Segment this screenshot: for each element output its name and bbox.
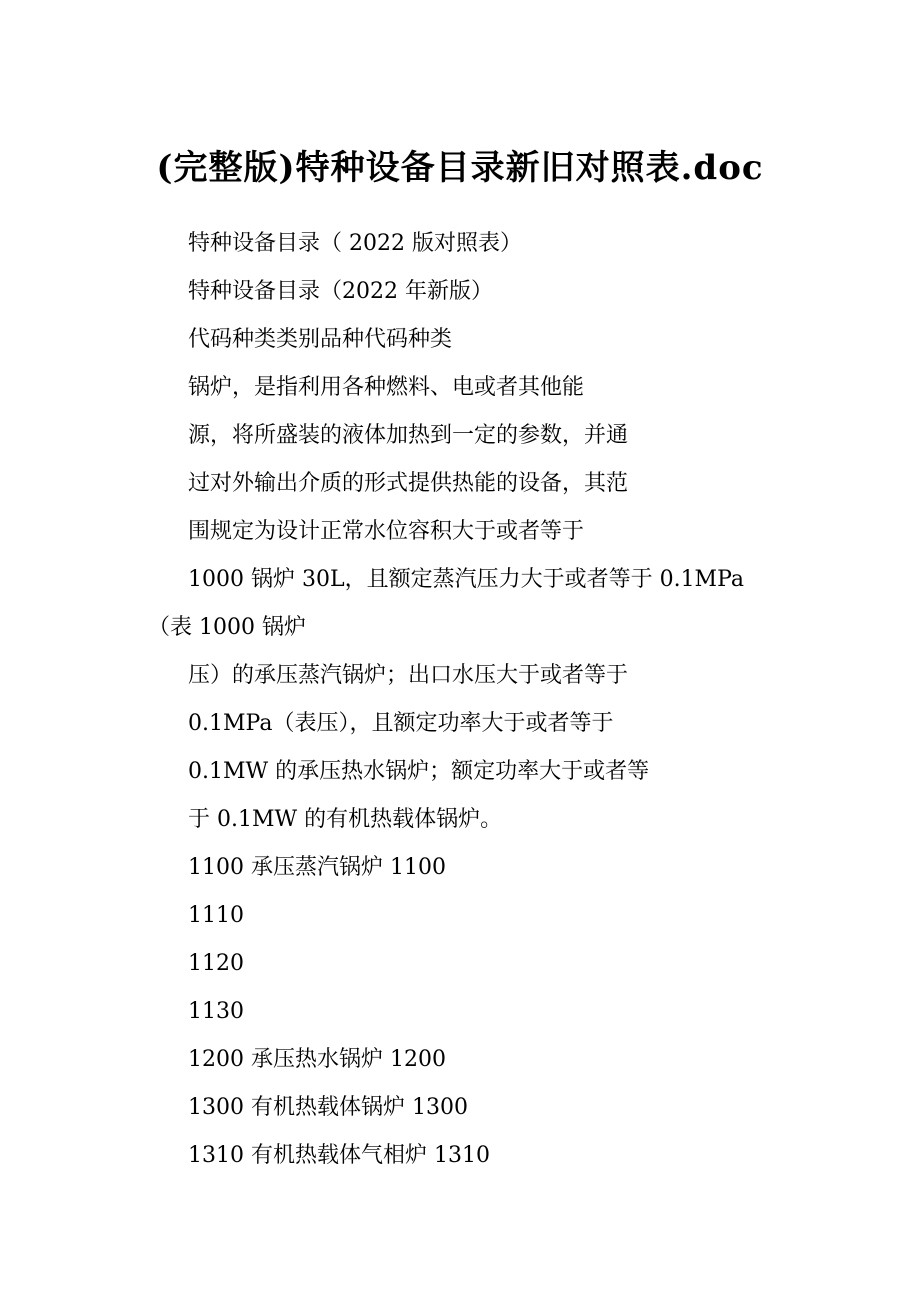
text-line: 1300 有机热载体锅炉 1300 (188, 1095, 468, 1120)
text-line: 1100 承压蒸汽锅炉 1100 (188, 855, 446, 880)
text-line: 1110 (188, 903, 244, 928)
text-line: 围规定为设计正常水位容积大于或者等于 (188, 519, 585, 544)
text-line: 0.1MW 的承压热水锅炉；额定功率大于或者等 (188, 759, 650, 784)
text-line: 1120 (188, 951, 244, 976)
text-line: 过对外输出介质的形式提供热能的设备，其范 (188, 471, 629, 496)
document-title: (完整版)特种设备目录新旧对照表.doc (156, 148, 764, 188)
document-body (0, 220, 920, 1180)
text-line: 1000 锅炉 30L，且额定蒸汽压力大于或者等于 0.1MPa (188, 567, 745, 592)
text-line: 于 0.1MW 的有机热载体锅炉。 (188, 807, 503, 832)
text-line: 压）的承压蒸汽锅炉；出口水压大于或者等于 (188, 663, 629, 688)
text-line: 0.1MPa（表压），且额定功率大于或者等于 (188, 711, 614, 736)
text-line: 源，将所盛装的液体加热到一定的参数，并通 (188, 423, 629, 448)
text-line: 特种设备目录（ 2022 版对照表） (188, 231, 522, 256)
text-line: 锅炉，是指利用各种燃料、电或者其他能 (188, 375, 585, 400)
text-line: 1200 承压热水锅炉 1200 (188, 1047, 446, 1072)
text-line: 1310 有机热载体气相炉 1310 (188, 1143, 490, 1168)
text-line: （表 1000 锅炉 (148, 615, 306, 640)
text-line: 1130 (188, 999, 244, 1024)
text-line: 代码种类类别品种代码种类 (188, 327, 453, 352)
text-line: 特种设备目录（2022 年新版） (188, 279, 493, 304)
